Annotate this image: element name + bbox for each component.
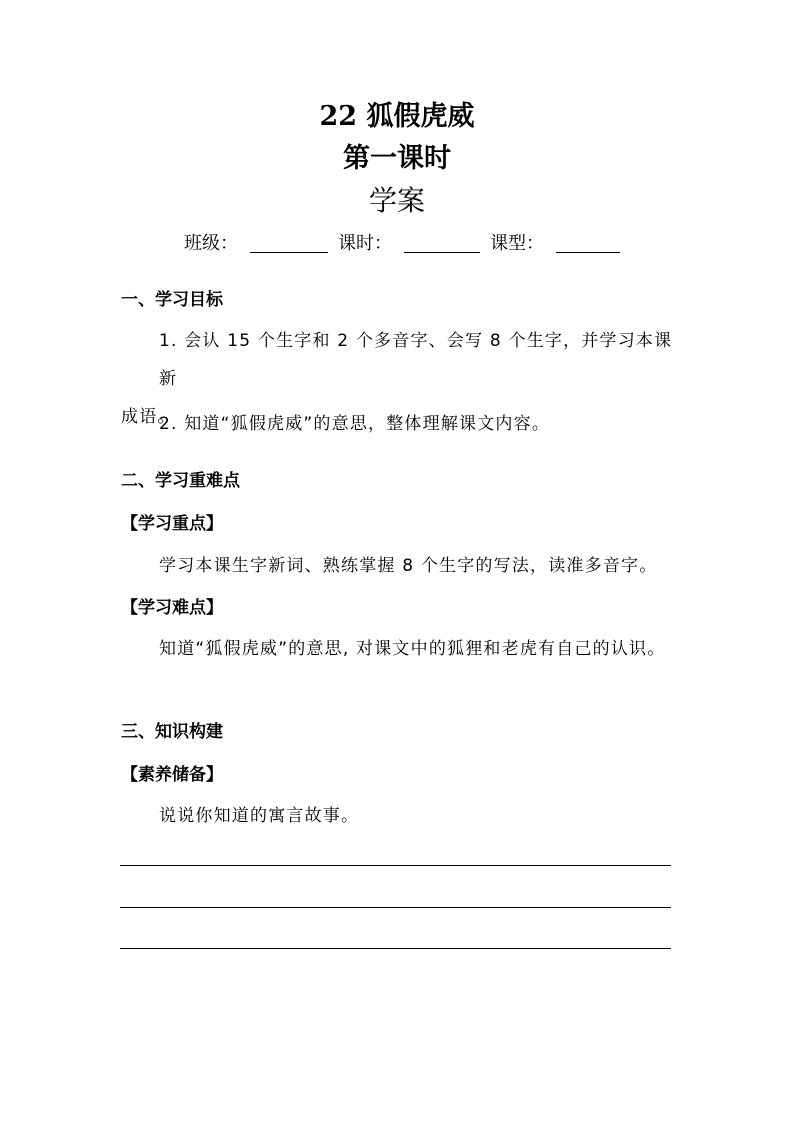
period-blank[interactable] bbox=[404, 230, 480, 253]
section-knowledge-heading: 三、知识构建 bbox=[121, 722, 223, 742]
prompt-text: 说说你知道的寓言故事。 bbox=[159, 806, 360, 826]
focus-label: 【学习重点】 bbox=[121, 514, 223, 534]
period-label: 课时： bbox=[338, 233, 392, 254]
section-keypoints-heading: 二、学习重难点 bbox=[121, 471, 240, 491]
goal-item-1-text: 1. 会认 15 个生字和 2 个多音字、会写 8 个生字，并学习本课新 bbox=[159, 331, 673, 389]
info-row bbox=[184, 230, 630, 256]
reserve-label: 【素养储备】 bbox=[121, 765, 223, 785]
answer-line-3[interactable] bbox=[120, 948, 671, 949]
answer-line-2[interactable] bbox=[120, 907, 671, 908]
class-label: 班级： bbox=[184, 233, 238, 254]
document-type: 学案 bbox=[368, 184, 425, 217]
difficulty-label: 【学习难点】 bbox=[121, 598, 223, 618]
lesson-title: 22 狐假虎威 bbox=[319, 101, 475, 132]
class-blank[interactable] bbox=[250, 230, 328, 253]
focus-text-block bbox=[121, 547, 673, 585]
goal-item-2 bbox=[121, 405, 673, 443]
type-label: 课型： bbox=[490, 233, 544, 254]
lesson-subtitle: 第一课时 bbox=[343, 143, 451, 174]
prompt-block bbox=[121, 797, 673, 835]
goal-item-1-continuation: 成语。 bbox=[121, 407, 176, 427]
type-blank[interactable] bbox=[556, 230, 620, 253]
section-goals-heading: 一、学习目标 bbox=[121, 290, 223, 310]
focus-text: 学习本课生字新词、熟练掌握 8 个生字的写法，读准多音字。 bbox=[159, 556, 658, 576]
difficulty-text-block bbox=[121, 630, 673, 668]
goal-item-2-text: 2. 知道“狐假虎威”的意思，整体理解课文内容。 bbox=[159, 414, 551, 434]
difficulty-text: 知道“狐假虎威”的意思, 对课文中的狐狸和老虎有自己的认识。 bbox=[159, 639, 666, 659]
answer-line-1[interactable] bbox=[120, 865, 671, 866]
